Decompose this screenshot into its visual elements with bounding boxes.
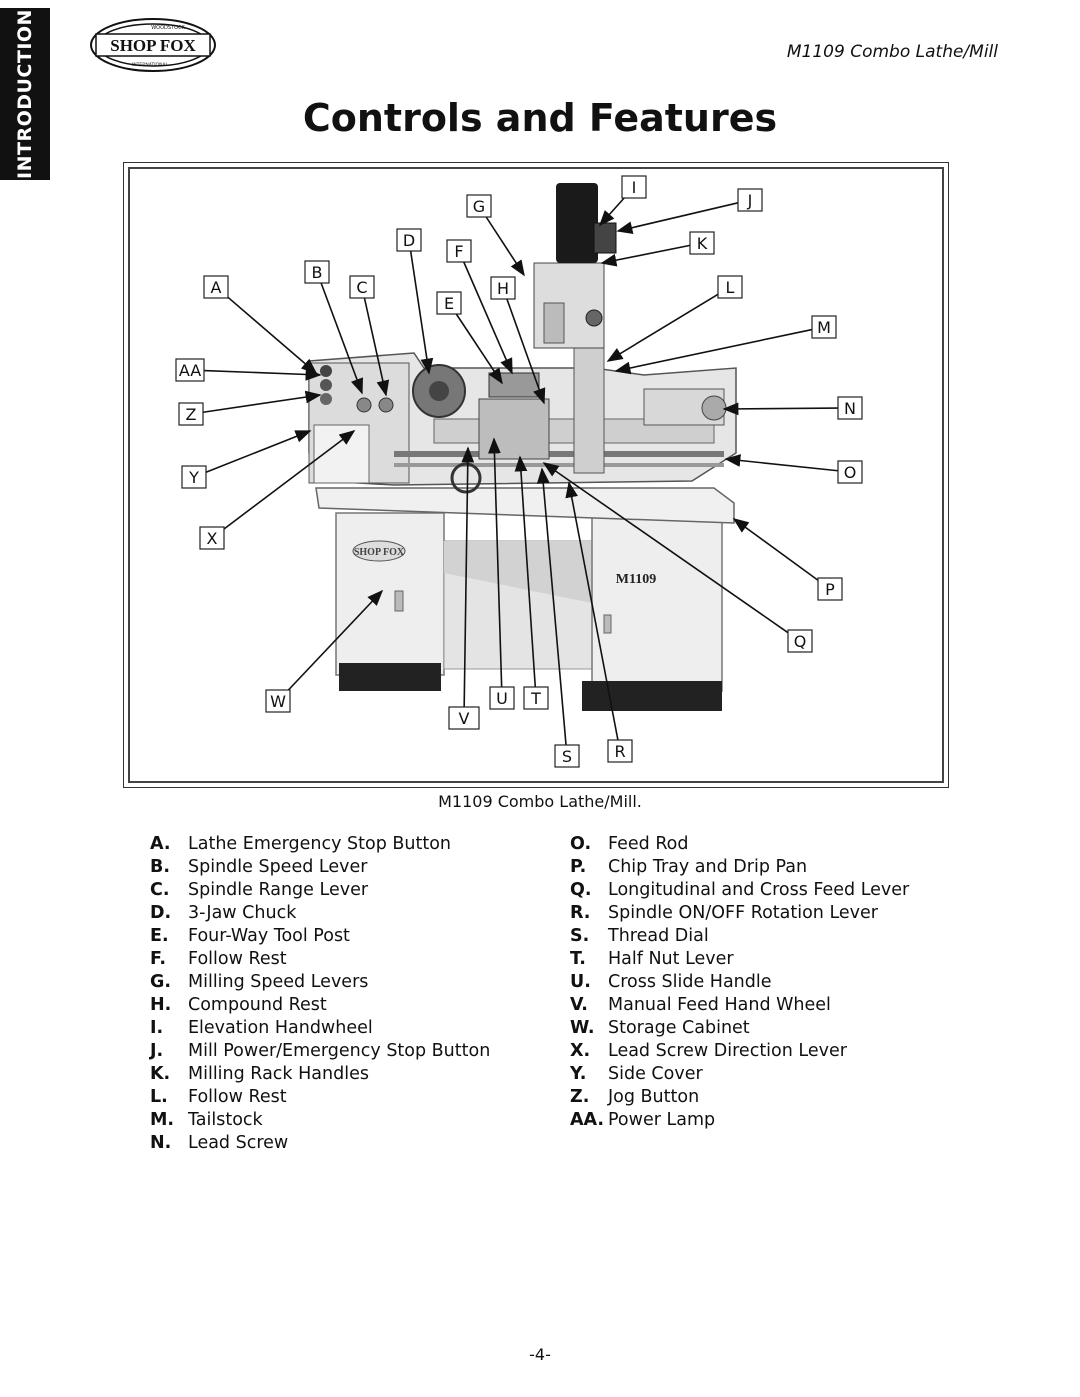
legend-key: K.: [150, 1064, 171, 1084]
svg-text:WOODSTOCK: WOODSTOCK: [151, 25, 185, 31]
legend-key: T.: [570, 949, 586, 969]
callout-k: [602, 232, 714, 263]
legend-item: [150, 972, 570, 995]
legend-key: H.: [150, 995, 172, 1015]
callout-arrow: [724, 408, 838, 409]
legend-label: Longitudinal and Cross Feed Lever: [608, 880, 910, 900]
callout-label: A: [210, 278, 222, 297]
legend-label: Manual Feed Hand Wheel: [608, 995, 831, 1015]
callout-arrow: [618, 203, 738, 231]
callout-arrow: [204, 371, 320, 375]
legend-key: A.: [150, 834, 171, 854]
callout-label: M: [817, 318, 831, 337]
logo-text: SHOP FOX: [110, 36, 196, 55]
callout-label: I: [631, 178, 637, 197]
legend-key: J.: [150, 1041, 164, 1061]
legend-key: C.: [150, 880, 170, 900]
callout-label: AA: [178, 361, 202, 380]
lead-screw: [394, 451, 724, 457]
callout-label: O: [843, 463, 857, 482]
legend-label: Cross Slide Handle: [608, 972, 772, 992]
legend-item: [150, 949, 570, 972]
legend-label: Thread Dial: [608, 926, 709, 946]
callout-arrow: [734, 519, 818, 580]
legend-item: [150, 1087, 570, 1110]
legend-key: O.: [570, 834, 592, 854]
legend-item: [570, 1018, 990, 1041]
legend-label: Milling Speed Levers: [188, 972, 369, 992]
callout-arrow: [726, 459, 838, 471]
legend-item: [570, 972, 990, 995]
callout-m: [616, 316, 836, 371]
callout-arrow: [616, 330, 812, 371]
page-number: -4-: [529, 1345, 551, 1364]
callout-o: [726, 459, 862, 483]
callout-label: K: [696, 234, 708, 253]
legend-key: Y.: [570, 1064, 587, 1084]
callout-label: H: [496, 279, 510, 298]
svg-text:M1109: M1109: [615, 572, 657, 587]
storage-cabinet-right: [582, 513, 722, 711]
legend-item: [570, 1087, 990, 1110]
legend-label: Elevation Handwheel: [188, 1018, 373, 1038]
callout-label: P: [825, 580, 835, 599]
legend-item: [150, 1018, 570, 1041]
legend-item: [570, 1064, 990, 1087]
legend-key: I.: [150, 1018, 164, 1038]
legend-label: Spindle Range Lever: [188, 880, 369, 900]
callout-label: N: [844, 399, 856, 418]
carriage: [479, 399, 549, 459]
callout-label: Z: [185, 405, 197, 424]
shop-fox-logo: [88, 16, 218, 74]
machine-illustration: [124, 163, 950, 789]
legend-label: Compound Rest: [188, 995, 327, 1015]
legend-key: D.: [150, 903, 172, 923]
callout-label: L: [725, 278, 735, 297]
legend-item: [570, 834, 990, 857]
legend-key: S.: [570, 926, 590, 946]
callout-label: V: [458, 709, 470, 728]
legend-item: [150, 903, 570, 926]
legend-key: R.: [570, 903, 591, 923]
legend-key: Q.: [570, 880, 592, 900]
tool-post: [489, 373, 539, 397]
legend-item: [570, 995, 990, 1018]
legend-item: [570, 1110, 990, 1133]
legend-key: AA.: [570, 1110, 605, 1130]
legend-key: Z.: [570, 1087, 590, 1107]
legend-item: [150, 995, 570, 1018]
legend-item: [150, 1041, 570, 1064]
legend-key: U.: [570, 972, 591, 992]
legend-label: Half Nut Lever: [608, 949, 734, 969]
legend-item: [570, 926, 990, 949]
legend-key: V.: [570, 995, 588, 1015]
callout-g: [467, 195, 524, 275]
legend-label: Spindle Speed Lever: [188, 857, 368, 877]
legend-key: M.: [150, 1110, 175, 1130]
legend-item: [150, 1110, 570, 1133]
callout-label: G: [472, 197, 486, 216]
svg-text:INTERNATIONAL: INTERNATIONAL: [131, 63, 169, 68]
legend-label: Feed Rod: [608, 834, 689, 854]
callout-i: [600, 176, 646, 225]
legend-item: [570, 857, 990, 880]
legend-item: [150, 857, 570, 880]
legend-label: Follow Rest: [188, 1087, 287, 1107]
callout-a: [204, 276, 316, 373]
figure-caption: M1109 Combo Lathe/Mill.: [438, 792, 642, 811]
callout-label: X: [206, 529, 218, 548]
callout-label: W: [270, 692, 286, 711]
mill-motor: [556, 183, 598, 263]
callout-n: [724, 397, 862, 419]
callout-label: S: [561, 747, 573, 766]
legend-label: Side Cover: [608, 1064, 703, 1084]
legend-item: [150, 1064, 570, 1087]
legend-item: [150, 834, 570, 857]
legend-item: [570, 949, 990, 972]
callout-arrow: [600, 198, 624, 225]
legend-item: [570, 903, 990, 926]
callout-label: Q: [793, 632, 807, 651]
storage-cabinet-left: [336, 513, 444, 691]
section-tab: [0, 8, 50, 180]
legend-key: E.: [150, 926, 169, 946]
legend-key: W.: [570, 1018, 595, 1038]
legend-item: [150, 926, 570, 949]
legend-label: Spindle ON/OFF Rotation Lever: [608, 903, 878, 923]
page-title: Controls and Features: [302, 96, 778, 140]
legend-item: [150, 880, 570, 903]
legend-key: X.: [570, 1041, 591, 1061]
legend-left-column: [150, 834, 570, 1156]
legend-label: Lathe Emergency Stop Button: [188, 834, 451, 854]
callout-label: D: [402, 231, 416, 250]
callout-label: R: [614, 742, 626, 761]
legend-label: Four-Way Tool Post: [188, 926, 350, 946]
legend-item: [570, 1041, 990, 1064]
callout-label: C: [356, 278, 368, 297]
legend-item: [570, 880, 990, 903]
callout-z: [179, 395, 320, 425]
callout-arrow: [608, 294, 718, 361]
legend-label: Follow Rest: [188, 949, 287, 969]
legend-key: G.: [150, 972, 172, 992]
legend-item: [150, 1133, 570, 1156]
callout-label: B: [311, 263, 323, 282]
legend-key: B.: [150, 857, 170, 877]
legend-label: Storage Cabinet: [608, 1018, 750, 1038]
feed-rod: [394, 463, 724, 467]
callout-label: U: [496, 689, 508, 708]
legend-label: Mill Power/Emergency Stop Button: [188, 1041, 491, 1061]
callout-d: [397, 229, 429, 373]
section-tab-label: INTRODUCTION: [14, 9, 37, 179]
elevation-handwheel: [586, 310, 602, 326]
legend-right-column: [570, 834, 990, 1133]
legend-label: Chip Tray and Drip Pan: [608, 857, 808, 877]
legend-label: 3-Jaw Chuck: [188, 903, 297, 923]
callout-label: Y: [189, 468, 199, 487]
svg-text:SHOP FOX: SHOP FOX: [353, 547, 405, 558]
legend-key: L.: [150, 1087, 168, 1107]
callout-label: E: [443, 294, 455, 313]
callout-arrow: [228, 297, 316, 373]
legend-key: N.: [150, 1133, 172, 1153]
legend-label: Milling Rack Handles: [188, 1064, 369, 1084]
machine-figure: [123, 162, 949, 788]
document-header-title: M1109 Combo Lathe/Mill: [786, 42, 998, 62]
callout-label: J: [747, 191, 753, 210]
legend-label: Power Lamp: [608, 1110, 716, 1130]
legend-key: F.: [150, 949, 167, 969]
callout-aa: [176, 359, 320, 381]
mill-power-switch: [594, 223, 616, 253]
callout-arrow: [206, 431, 310, 472]
callout-label: T: [531, 689, 541, 708]
callout-label: F: [454, 242, 464, 261]
callout-arrow: [203, 395, 320, 412]
power-lamp: [320, 365, 332, 377]
legend-label: Lead Screw: [188, 1133, 289, 1153]
callout-arrow: [486, 217, 524, 275]
legend-label: Lead Screw Direction Lever: [608, 1041, 847, 1061]
legend-label: Tailstock: [188, 1110, 263, 1130]
legend-label: Jog Button: [608, 1087, 700, 1107]
legend-key: P.: [570, 857, 587, 877]
callout-p: [734, 519, 842, 600]
